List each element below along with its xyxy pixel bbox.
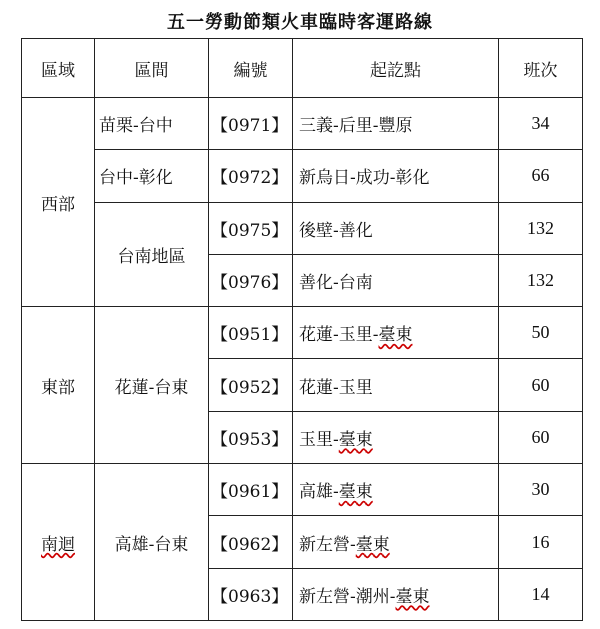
section-cell: 苗栗-台中 [95,98,209,150]
route-code: 【0971】 [209,98,293,150]
spellcheck-mark: 臺東 [355,534,390,555]
region-cell: 東部 [22,307,95,464]
route-stops: 後壁-善化 [293,202,499,254]
trip-count: 60 [499,359,583,411]
header-count: 班次 [499,39,583,98]
route-code: 【0962】 [209,516,293,568]
table-row [22,202,583,254]
trip-count: 30 [499,464,583,516]
trip-count: 132 [499,254,583,306]
spellcheck-mark: 南迴 [41,534,75,555]
route-stops: 花蓮-玉里 [293,359,499,411]
header-section: 區間 [95,39,209,98]
route-stops: 新左營-臺東 [293,516,499,568]
route-stops: 玉里-臺東 [293,411,499,463]
route-stops: 花蓮-玉里-臺東 [293,307,499,359]
header-code: 編號 [209,39,293,98]
trip-count: 14 [499,568,583,620]
route-code: 【0963】 [209,568,293,620]
region-cell [22,464,95,621]
route-stops: 三義-后里-豐原 [293,98,499,150]
route-code: 【0953】 [209,411,293,463]
route-stops: 新左營-潮州-臺東 [293,568,499,620]
trip-count: 34 [499,98,583,150]
trip-count: 16 [499,516,583,568]
route-stops: 新烏日-成功-彰化 [293,150,499,202]
spellcheck-mark: 臺東 [338,482,373,503]
route-stops: 善化-台南 [293,254,499,306]
header-row [22,39,583,98]
route-code: 【0961】 [209,464,293,516]
trip-count: 132 [499,202,583,254]
section-cell: 花蓮-台東 [95,307,209,464]
trip-count: 60 [499,411,583,463]
page-title: 五一勞動節類火車臨時客運路線 [167,12,433,33]
section-cell: 台南地區 [95,202,209,307]
section-cell: 台中-彰化 [95,150,209,202]
spellcheck-mark: 臺東 [395,586,430,607]
table-body [22,98,583,621]
spellcheck-mark: 臺東 [338,429,373,450]
table-row [22,307,583,359]
trip-count: 50 [499,307,583,359]
header-region: 區域 [22,39,95,98]
route-table [21,38,583,621]
route-stops: 高雄-臺東 [293,464,499,516]
route-code: 【0951】 [209,307,293,359]
table-row [22,150,583,202]
section-cell: 高雄-台東 [95,464,209,621]
table-row [22,464,583,516]
region-cell: 西部 [22,98,95,307]
route-code: 【0952】 [209,359,293,411]
spellcheck-mark: 臺東 [378,325,413,346]
route-code: 【0975】 [209,202,293,254]
trip-count: 66 [499,150,583,202]
route-code: 【0976】 [209,254,293,306]
header-route: 起訖點 [293,39,499,98]
table-row [22,98,583,150]
route-code: 【0972】 [209,150,293,202]
